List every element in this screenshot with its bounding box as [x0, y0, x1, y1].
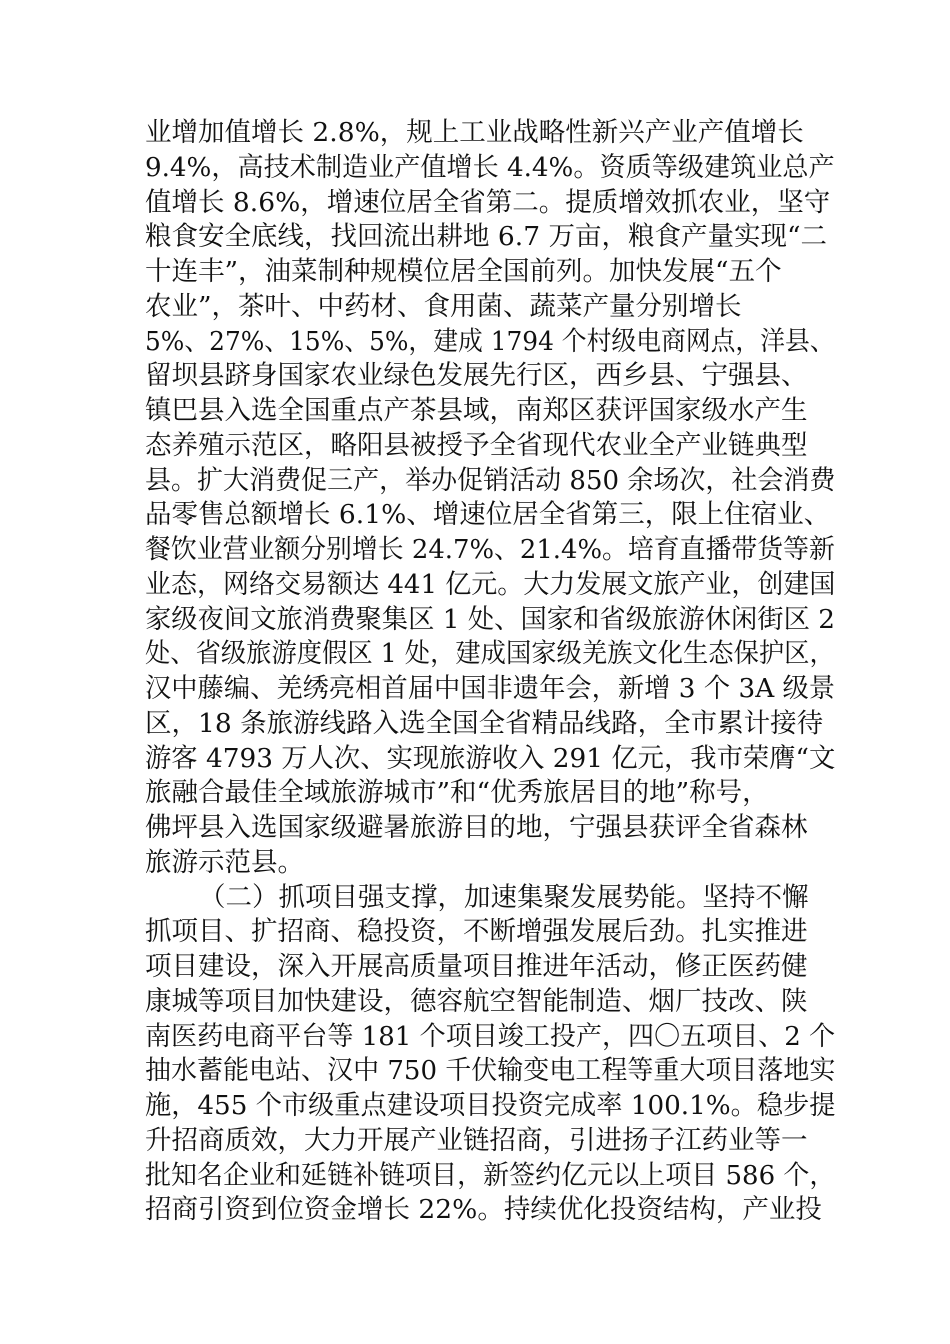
- text-line: 值增长 8.6%，增速位居全省第二。提质增效抓农业，坚守: [145, 186, 831, 218]
- text-line: 抓项目、扩招商、稳投资，不断增强发展后劲。扎实推进: [145, 916, 808, 948]
- text-line: 品零售总额增长 6.1%、增速位居全省第三，限上住宿业、: [145, 499, 831, 531]
- text-line: 粮食安全底线，找回流出耕地 6.7 万亩，粮食产量实现“二: [145, 221, 828, 253]
- text-line: 项目建设，深入开展高质量项目推进年活动，修正医药健: [145, 951, 808, 982]
- text-line: 餐饮业营业额分别增长 24.7%、21.4%。培育直播带货等新: [145, 534, 835, 565]
- text-line: 招商引资到位资金增长 22%。持续优化投资结构，产业投: [145, 1194, 822, 1226]
- text-line: 抽水蓄能电站、汉中 750 千伏输变电工程等重大项目落地实: [145, 1055, 836, 1087]
- text-line: 旅游示范县。: [145, 846, 304, 878]
- text-line: 家级夜间文旅消费聚集区 1 处、国家和省级旅游休闲街区 2: [145, 603, 835, 635]
- text-line: 业增加值增长 2.8%，规上工业战略性新兴产业产值增长: [145, 117, 804, 148]
- text-line: 批知名企业和延链补链项目，新签约亿元以上项目 586 个，: [145, 1159, 836, 1191]
- text-line: 康城等项目加快建设，德容航空智能制造、烟厂技改、陕: [145, 985, 808, 1017]
- text-line: 十连丰”，油菜制种规模位居全国前列。加快发展“五个: [145, 256, 782, 287]
- text-line: 区，18 条旅游线路入选全国全省精品线路，全市累计接待: [145, 707, 824, 739]
- text-line: 施，455 个市级重点建设项目投资完成率 100.1%。稳步提: [145, 1090, 836, 1121]
- text-line: 南医药电商平台等 181 个项目竣工投产，四〇五项目、2 个: [145, 1020, 836, 1052]
- text-line: 留坝县跻身国家农业绿色发展先行区，西乡县、宁强县、: [145, 360, 808, 392]
- text-line: 游客 4793 万人次、实现旅游收入 291 亿元，我市荣膺“文: [145, 742, 836, 774]
- text-line: 业态，网络交易额达 441 亿元。大力发展文旅产业，创建国: [145, 568, 836, 600]
- text-line: 县。扩大消费促三产，举办促销活动 850 余场次，社会消费: [145, 464, 836, 496]
- text-line: 佛坪县入选国家级避暑旅游目的地，宁强县获评全省森林: [145, 812, 808, 843]
- body-text: [145, 116, 835, 1228]
- text-line: 旅融合最佳全域旅游城市”和“优秀旅居目的地”称号，: [145, 777, 769, 809]
- section-heading-line: （二）抓项目强支撑，加速集聚发展势能。坚持不懈: [199, 881, 809, 913]
- text-line: 9.4%，高技术制造业产值增长 4.4%。资质等级建筑业总产: [145, 151, 835, 183]
- text-line: 镇巴县入选全国重点产茶县域，南郑区获评国家级水产生: [145, 395, 808, 426]
- text-line: 5%、27%、15%、5%，建成 1794 个村级电商网点，洋县、: [145, 325, 835, 357]
- text-line: 态养殖示范区，略阳县被授予全省现代农业全产业链典型: [145, 429, 808, 461]
- text-line: 升招商质效，大力开展产业链招商，引进扬子江药业等一: [145, 1124, 808, 1156]
- text-line: 农业”，茶叶、中药材、食用菌、蔬菜产量分别增长: [145, 290, 742, 322]
- text-line: 汉中藤编、羌绣亮相首届中国非遗年会，新增 3 个 3A 级景: [145, 673, 836, 704]
- text-line: 处、省级旅游度假区 1 处，建成国家级羌族文化生态保护区，: [145, 638, 835, 670]
